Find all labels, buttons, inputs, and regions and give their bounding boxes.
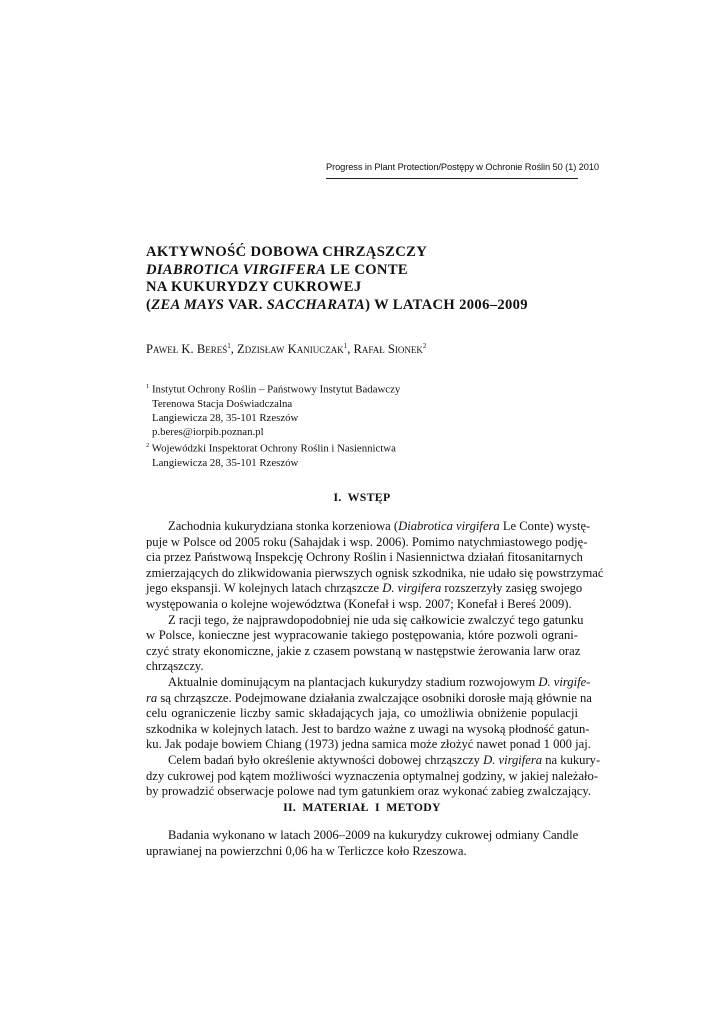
section-body-introduction bbox=[146, 519, 604, 800]
author-2-affil: 1 bbox=[343, 342, 348, 350]
title-host-species: ZEA MAYS bbox=[151, 296, 225, 313]
title-line-3: NA KUKURYDZY CUKROWEJ bbox=[146, 279, 362, 296]
text-line bbox=[146, 690, 592, 707]
author-list bbox=[146, 342, 586, 357]
text-line: chrząszczy. bbox=[146, 659, 204, 674]
text-line bbox=[146, 581, 583, 597]
author-email: p.beres@iorpib.poznan.pl bbox=[152, 426, 264, 439]
author-1-affil: 1 bbox=[227, 342, 231, 350]
text-line: występowania o kolejne województwa (Konefał i wsp. 2007; Konefał i Bereś 2009). bbox=[146, 596, 572, 611]
species-name: Diabrotica virgifera bbox=[398, 519, 500, 533]
text-line bbox=[146, 752, 601, 769]
text-line: by prowadzić obserwacje polowe nad tym gatunkiem oraz wykonać zabieg zwalczający. bbox=[146, 784, 592, 799]
text-line: dzy cukrowej pod kątem możliwości wyznaczenia optymalnej godziny, w jakiej należało- bbox=[146, 768, 599, 783]
title-variety: SACCHARATA bbox=[266, 296, 366, 313]
text-run: Aktualnie dominującym na plantacjach kukurydzy stadium rozwojowym bbox=[168, 674, 539, 689]
section-body-methods bbox=[146, 828, 578, 859]
affiliation-1-line bbox=[146, 380, 586, 397]
title-species: DIABROTICA VIRGIFERA bbox=[146, 261, 327, 278]
author-2: Zdzisław Kaniuczak bbox=[237, 342, 344, 357]
affiliation-2-line bbox=[146, 439, 586, 456]
text-run: jego ekspansji. W kolejnych latach chrząszcze bbox=[146, 581, 383, 596]
affiliation-1-station: Terenowa Stacja Doświadczalna bbox=[152, 397, 293, 410]
text-line: w Polsce, konieczne jest wypracowanie takiego postępowania, które pozwoli ograni- bbox=[146, 628, 578, 643]
species-name: D. virgifera bbox=[483, 752, 543, 767]
text-line: puje w Polsce od 2005 roku (Sahajdak i wsp. 2006). Pomimo natychmiastowego podję- bbox=[146, 534, 588, 549]
title-var: VAR. bbox=[224, 296, 267, 313]
text-line: ku. Jak podaje bowiem Chiang (1973) jedna samica może złożyć nawet ponad 1 000 jaj. bbox=[146, 737, 591, 752]
species-name: D. virgife- bbox=[538, 674, 591, 689]
title-years: ) W LATACH 2006–2009 bbox=[365, 296, 528, 313]
text-run: Le Conte) wystę- bbox=[499, 519, 591, 533]
text-run: Zachodnia kukurydziana stonka korzeniowa ( bbox=[168, 519, 399, 533]
running-header: Progress in Plant Protection/Postępy w Ochronie Roślin 50 (1) 2010 bbox=[326, 162, 599, 172]
text-line: celu ograniczenie liczby samic składających jaja, co umożliwia obniżenie populacji bbox=[146, 706, 578, 721]
text-run: Celem badań było określenie aktywności dobowej chrząszczy bbox=[168, 752, 484, 767]
text-line bbox=[146, 674, 591, 691]
species-name: ra bbox=[146, 690, 158, 705]
text-run: rozszerzyły zasięg swojego bbox=[441, 581, 583, 596]
text-line: szkodnika w kolejnych latach. Jest to bardzo ważne z uwagi na wysoką płodność gatun- bbox=[146, 721, 590, 736]
author-3-affil: 2 bbox=[422, 342, 427, 350]
text-line: czyć straty ekonomiczne, jakie z czasem powstaną w następstwie żerowania larw oraz bbox=[146, 643, 581, 658]
text-line: uprawianej na powierzchni 0,06 ha w Terliczce koło Rzeszowa. bbox=[146, 843, 467, 858]
title-author-name: LE CONTE bbox=[326, 261, 408, 278]
species-name: D. virgifera bbox=[382, 581, 442, 596]
text-line: zmierzających do zlikwidowania pierwszych ognisk szkodnika, nie udało się powstrzymać bbox=[146, 565, 604, 580]
author-separator: , bbox=[230, 342, 238, 357]
title-line-2 bbox=[146, 262, 586, 280]
header-rule bbox=[326, 178, 578, 179]
title-line-1: AKTYWNOŚĆ DOBOWA CHRZĄSZCZY bbox=[146, 244, 428, 260]
text-line: Z racji tego, że najprawdopodobniej nie uda się całkowicie zwalczyć tego gatunku bbox=[168, 612, 584, 627]
affiliations bbox=[146, 380, 586, 470]
title-paren: ( bbox=[146, 296, 152, 313]
author-3: Rafał Sionek bbox=[353, 342, 423, 357]
affiliation-1-address: Langiewicza 28, 35-101 Rzeszów bbox=[152, 412, 299, 424]
affiliation-1-marker: 1 bbox=[146, 383, 150, 390]
affiliation-2-marker: 2 bbox=[146, 442, 150, 450]
text-line bbox=[146, 519, 591, 535]
affiliation-1-institute: Instytut Ochrony Roślin – Państwowy Instytut Badawczy bbox=[151, 383, 401, 396]
affiliation-2-address: Langiewicza 28, 35-101 Rzeszów bbox=[152, 457, 299, 470]
text-run: na kukury- bbox=[542, 752, 601, 767]
text-run: są chrząszcze. Podejmowane działania zwalczające osobniki dorosłe mają głównie na bbox=[157, 690, 592, 705]
section-heading-introduction: I. WSTĘP bbox=[333, 490, 391, 504]
affiliation-2-institute: Wojewódzki Inspektorat Ochrony Roślin i Nasiennictwa bbox=[151, 443, 396, 455]
author-1: Paweł K. Bereś bbox=[146, 342, 228, 357]
title-line-4 bbox=[146, 297, 586, 315]
section-heading-methods: II. MATERIAŁ I METODY bbox=[283, 800, 441, 814]
text-line: cia przez Państwową Inspekcję Ochrony Roślin i Nasiennictwa działań fitosanitarnych bbox=[146, 550, 583, 565]
paper-title bbox=[146, 244, 586, 314]
text-line: Badania wykonano w latach 2006–2009 na kukurydzy cukrowej odmiany Candle bbox=[168, 828, 579, 842]
author-separator: , bbox=[347, 342, 354, 357]
